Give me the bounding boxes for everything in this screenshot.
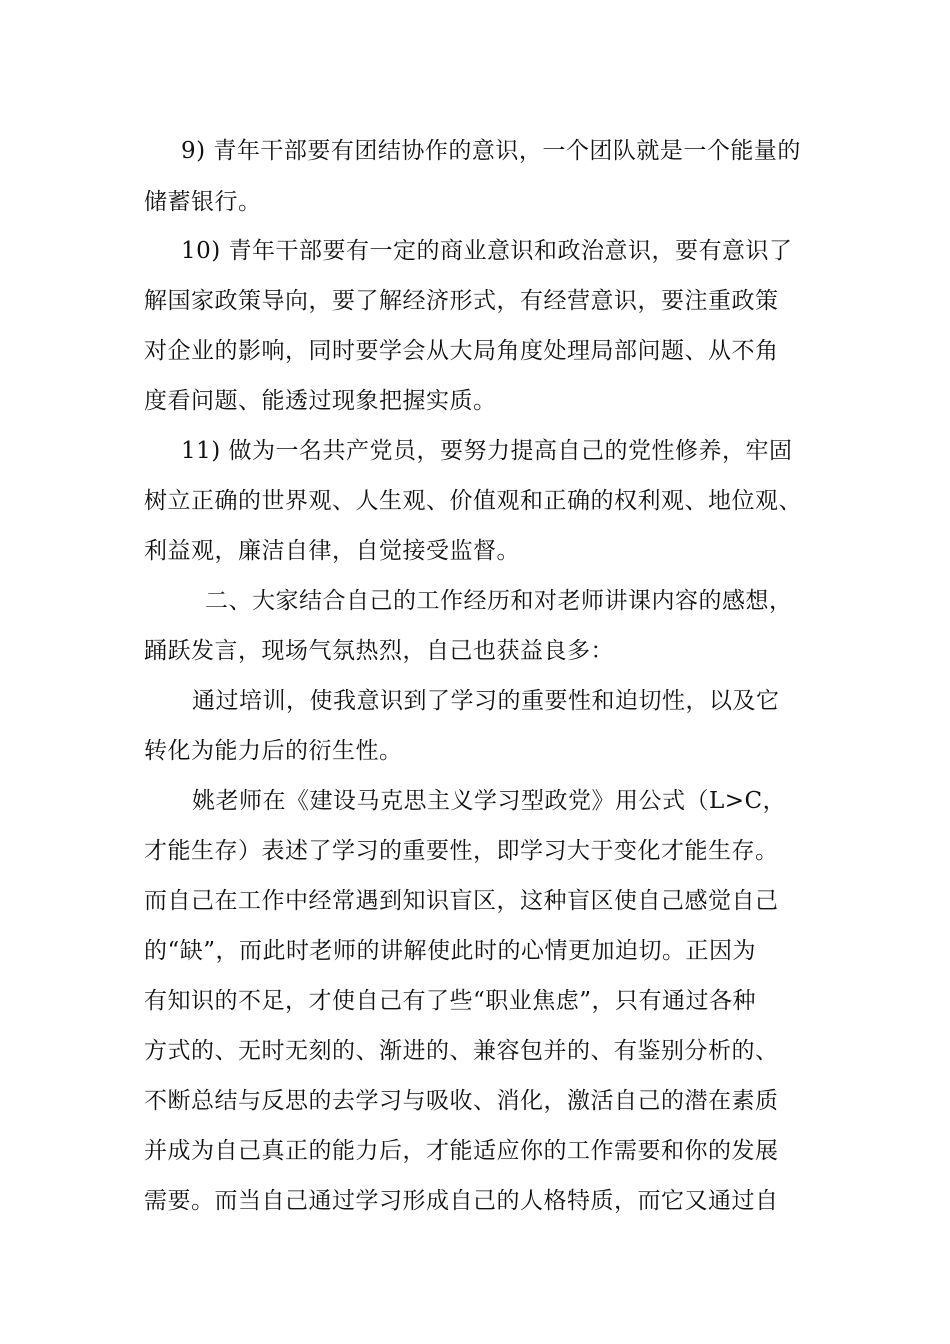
text-line: 转化为能力后的衍生性。 — [144, 738, 403, 764]
text-line: 才能生存）表述了学习的重要性，即学习大于变化才能生存。 — [144, 838, 779, 864]
text-line: 姚老师在《建设马克思主义学习型政党》用公式（L>C， — [192, 788, 787, 814]
text-line: 解国家政策导向，要了解经济形式，有经营意识，要注重政策 — [144, 288, 779, 314]
text-line: 踊跃发言，现场气氛热烈，自己也获益良多： — [144, 638, 614, 664]
text-line: 对企业的影响，同时要学会从大局角度处理局部问题、从不角 — [144, 338, 779, 364]
text-line: 而自己在工作中经常遇到知识盲区，这种盲区使自己感觉自己 — [144, 888, 779, 914]
text-line: 通过培训，使我意识到了学习的重要性和迫切性，以及它 — [192, 688, 780, 714]
text-line: 有知识的不足，才使自己有了些“职业焦虑”，只有通过各种 — [144, 988, 757, 1014]
text-line: 利益观，廉洁自律，自觉接受监督。 — [144, 538, 520, 564]
text-line: 储蓄银行。 — [144, 189, 262, 215]
text-line: 11) 做为一名共产党员，要努力提高自己的党性修养，牢固 — [181, 438, 793, 464]
text-line: 需要。而当自己通过学习形成自己的人格特质，而它又通过自 — [144, 1188, 779, 1214]
text-line: 的“缺”，而此时老师的讲解使此时的心情更加迫切。正因为 — [144, 938, 757, 964]
section-heading: 二、大家结合自己的工作经历和对老师讲课内容的感想， — [205, 588, 793, 614]
text-line: 9) 青年干部要有团结协作的意识，一个团队就是一个能量的 — [181, 138, 801, 164]
text-line: 10) 青年干部要有一定的商业意识和政治意识，要有意识了 — [181, 238, 793, 264]
text-line: 并成为自己真正的能力后，才能适应你的工作需要和你的发展 — [144, 1138, 779, 1164]
text-line: 树立正确的世界观、人生观、价值观和正确的权利观、地位观、 — [144, 488, 802, 514]
text-line: 方式的、无时无刻的、渐进的、兼容包并的、有鉴别分析的、 — [144, 1038, 779, 1064]
text-line: 度看问题、能透过现象把握实质。 — [144, 388, 497, 414]
text-line: 不断总结与反思的去学习与吸收、消化，激活自己的潜在素质 — [144, 1088, 779, 1114]
